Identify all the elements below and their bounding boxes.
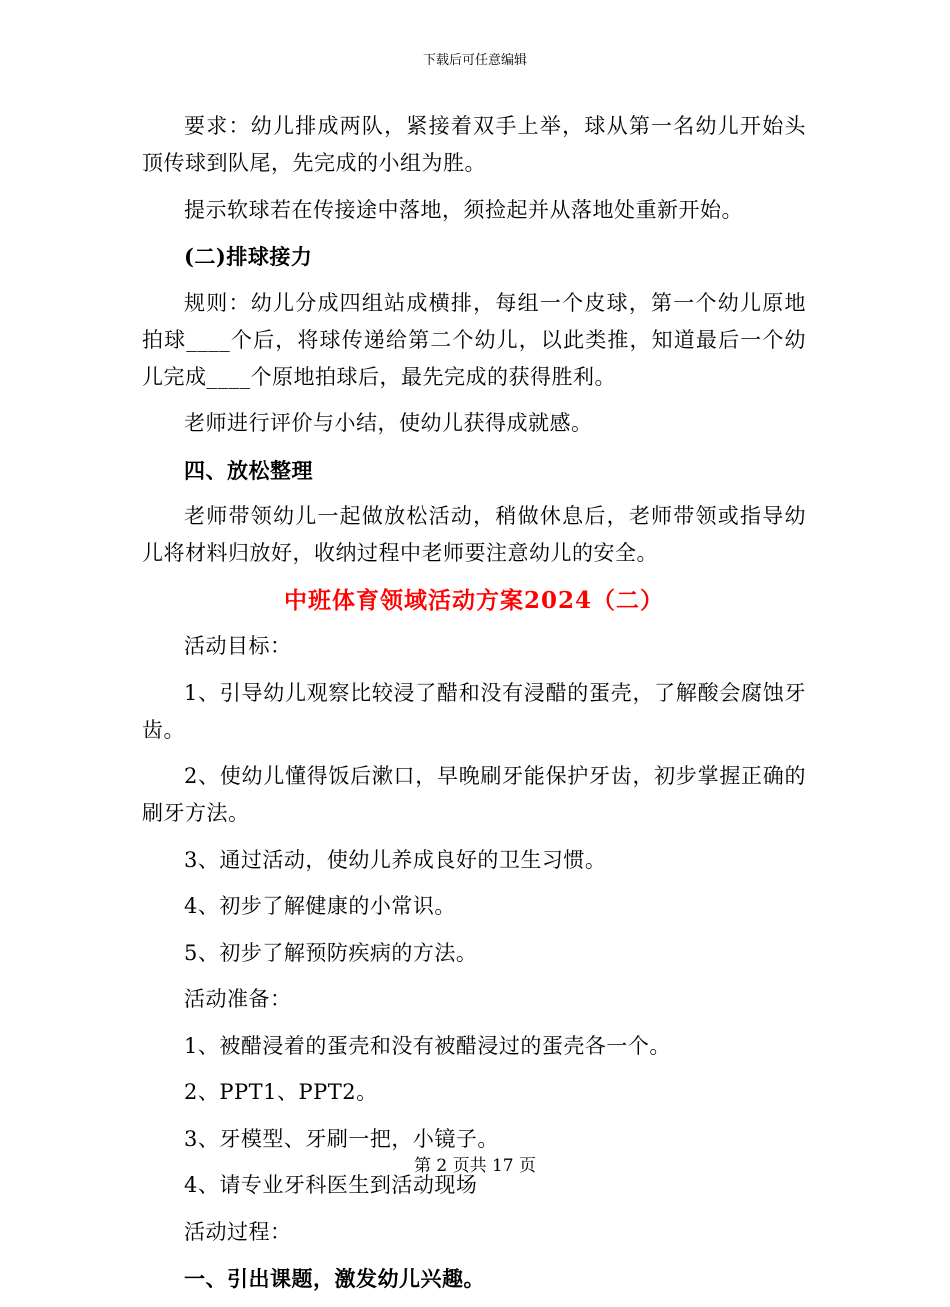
page-footer: 第 2 页共 17 页 [413, 1156, 537, 1176]
heading-volleyball-relay: (二)排球接力 [184, 244, 313, 269]
paragraph-tip: 提示软球若在传接途中落地，须捡起并从落地处重新开始。 [184, 197, 743, 222]
goal-item-1: 1、引导幼儿观察比较浸了醋和没有浸醋的蛋壳，了解酸会腐蚀牙齿。 [142, 680, 806, 742]
heading-introduce-topic: 一、引出课题，激发幼儿兴趣。 [184, 1266, 485, 1291]
goal-item-5: 5、初步了解预防疾病的方法。 [184, 940, 478, 965]
paragraph-relax: 老师带领幼儿一起做放松活动，稍做休息后，老师带领或指导幼儿将材料归放好，收纳过程中老师要注意幼儿的安全。 [142, 504, 806, 565]
goal-item-4: 4、初步了解健康的小常识。 [184, 894, 456, 918]
page-header: 下载后可任意编辑 [422, 53, 527, 68]
preparation-item-3: 3、牙模型、牙刷一把，小镜子。 [184, 1126, 499, 1151]
paragraph-preparation-label: 活动准备： [184, 987, 292, 1011]
paragraph-goals-label: 活动目标： [184, 634, 292, 658]
paragraph-requirement: 要求：幼儿排成两队，紧接着双手上举，球从第一名幼儿开始头顶传球到队尾，先完成的小组为胜。 [142, 114, 806, 175]
document-body [142, 108, 806, 1307]
goal-item-3: 3、通过活动，使幼儿养成良好的卫生习惯。 [184, 847, 607, 872]
section-title: 中班体育领域活动方案2024（二） [283, 586, 664, 614]
preparation-item-4: 4、请专业牙科医生到活动现场 [184, 1173, 478, 1197]
goal-item-2: 2、使幼儿懂得饭后漱口，早晚刷牙能保护牙齿，初步掌握正确的刷牙方法。 [142, 764, 806, 825]
paragraph-evaluation: 老师进行评价与小结，使幼儿获得成就感。 [184, 411, 593, 435]
paragraph-process-label: 活动过程： [184, 1219, 292, 1244]
paragraph-rules: 规则：幼儿分成四组站成横排，每组一个皮球，第一个幼儿原地拍球____个后，将球传递给第二个幼儿，以此类推，知道最后一个幼儿完成____个原地拍球后，最先完成的获得胜利。 [142, 290, 806, 389]
preparation-item-1: 1、被醋浸着的蛋壳和没有被醋浸过的蛋壳各一个。 [184, 1033, 671, 1058]
heading-relax: 四、放松整理 [184, 457, 313, 483]
preparation-item-2: 2、PPT1、PPT2。 [184, 1080, 378, 1104]
